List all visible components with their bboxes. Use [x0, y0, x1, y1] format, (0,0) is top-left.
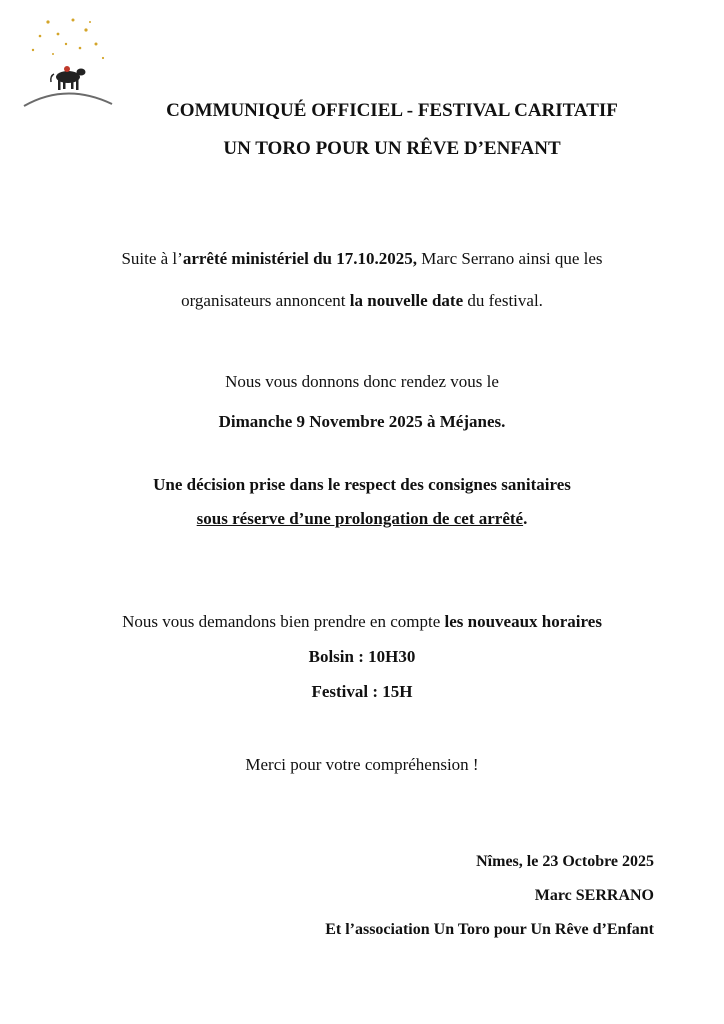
intro-paragraph [0, 238, 724, 322]
decision-paragraph [0, 468, 724, 536]
meeting-line-1: Nous vous donnons donc rendez vous le [225, 372, 499, 391]
schedule-paragraph [0, 604, 724, 709]
flower-icon [64, 66, 70, 72]
decision-line-1: Une décision prise dans le respect des consignes sanitaires [153, 475, 571, 494]
intro-text: Suite à l’ [121, 249, 183, 268]
decision-line-2 [0, 502, 724, 536]
signature-place-date: Nîmes, le 23 Octobre 2025 [476, 853, 654, 870]
thanks-text: Merci pour votre compréhension ! [245, 755, 479, 774]
decree-reference: arrêté ministériel du 17.10.2025, [182, 249, 418, 268]
intro-text: Marc Serrano ainsi que les [417, 249, 603, 268]
decision-period: . [523, 509, 528, 528]
page-title [60, 92, 724, 168]
title-line-2: UN TORO POUR UN RÊVE D’ENFANT [223, 138, 561, 159]
reservation-clause: sous réserve d’une prolongation de cet arrêté [196, 509, 524, 528]
new-date-emphasis: la nouvelle date [349, 291, 464, 310]
new-times-emphasis: les nouveaux horaires [444, 612, 602, 631]
bolsin-time: Bolsin : 10H30 [308, 647, 416, 666]
meeting-paragraph [0, 362, 724, 442]
schedule-intro [0, 604, 724, 639]
title-line-1: COMMUNIQUÉ OFFICIEL - FESTIVAL CARITATIF [166, 100, 618, 121]
intro-text: du festival. [463, 291, 543, 310]
signature-name: Marc SERRANO [534, 887, 654, 904]
festival-time: Festival : 15H [311, 682, 413, 701]
intro-text: organisateurs annoncent [181, 291, 350, 310]
intro-line-2 [0, 280, 724, 322]
thanks-paragraph [0, 750, 724, 780]
signature-association: Et l’association Un Toro pour Un Rêve d’Enfant [325, 921, 654, 938]
schedule-intro-text: Nous vous demandons bien prendre en compte [122, 612, 445, 631]
event-date: Dimanche 9 Novembre 2025 à Méjanes. [218, 412, 506, 431]
signature-block [325, 845, 654, 947]
intro-line-1 [0, 238, 724, 280]
stars-icon [32, 19, 104, 60]
